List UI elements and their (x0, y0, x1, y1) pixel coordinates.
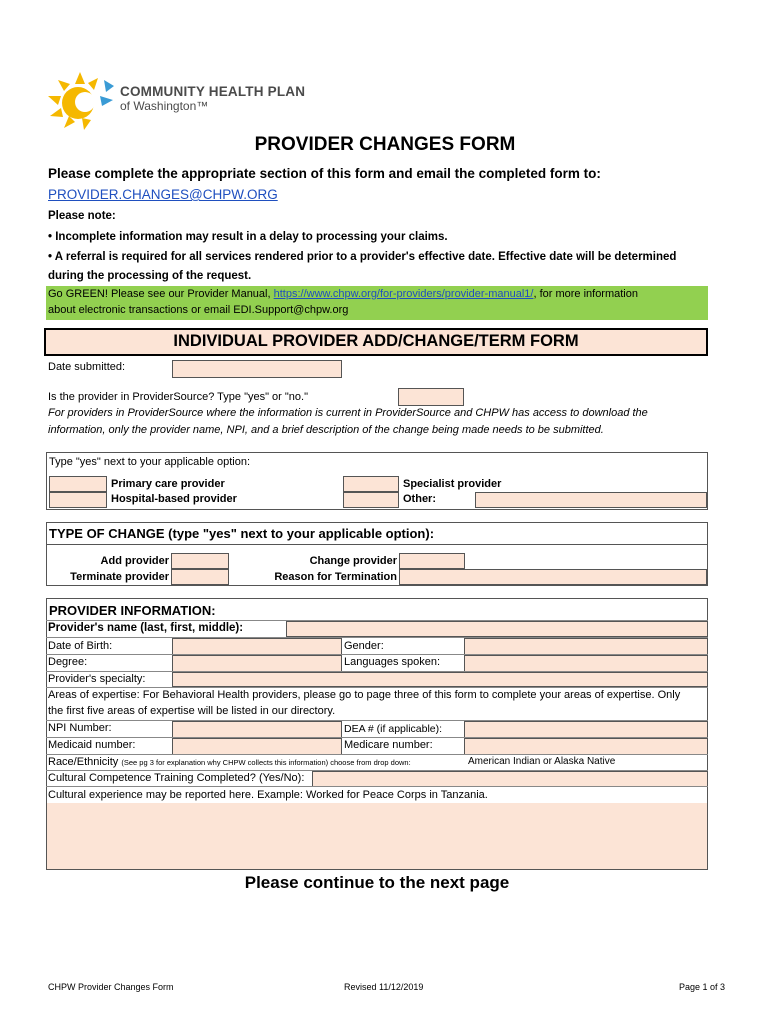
section-header (44, 328, 708, 356)
terminate-provider-field[interactable] (171, 569, 229, 585)
footer-right: Page 1 of 3 (679, 982, 726, 992)
race-note: (See pg 3 for explanation why CHPW collects this information) choose from drop down: (121, 758, 411, 767)
continue-note: Please continue to the next page (244, 873, 510, 892)
go-green-pre: Go GREEN! Please see our Provider Manual, (48, 288, 274, 300)
cultural-training-field[interactable] (312, 771, 708, 787)
degree-field[interactable] (172, 655, 342, 672)
bullet-1: • Incomplete information may result in a delay to processing your claims. (48, 231, 448, 243)
change-provider-field[interactable] (399, 553, 465, 569)
go-green-post: , for more information (533, 288, 638, 300)
npi-field[interactable] (172, 721, 342, 738)
type-of-change-heading: TYPE OF CHANGE (type "yes" next to your applicable option): (49, 526, 435, 541)
provider-manual-link[interactable]: https://www.chpw.org/for-providers/provider-manual1/ (273, 288, 534, 300)
reason-termination-label: Reason for Termination (274, 571, 397, 583)
instruction-text: Please complete the appropriate section of this form and email the completed form to: (48, 166, 601, 181)
bullet-2-text: A referral is required for all services rendered prior to a provider's effective date. Effective date will be determined (54, 251, 677, 263)
other-field[interactable] (343, 492, 399, 508)
bullet-1-text: Incomplete information may result in a delay to processing your claims. (55, 231, 448, 243)
reason-termination-field[interactable] (399, 569, 707, 585)
race-label (48, 756, 411, 768)
specialty-field[interactable] (172, 672, 708, 687)
terminate-provider-label: Terminate provider (70, 571, 169, 583)
specialist-label: Specialist provider (403, 478, 502, 490)
primary-care-field[interactable] (49, 476, 107, 492)
go-green-box (46, 286, 708, 320)
sun-logo-icon (44, 70, 116, 132)
primary-care-label: Primary care provider (111, 478, 225, 490)
gender-label: Gender: (344, 640, 384, 652)
race-dropdown[interactable]: American Indian or Alaska Native (468, 756, 616, 767)
note-label: Please note: (48, 210, 116, 222)
degree-label: Degree: (48, 656, 88, 668)
dea-field[interactable] (464, 721, 708, 738)
footer-left: CHPW Provider Changes Form (48, 982, 174, 992)
cultural-experience-label: Cultural experience may be reported here. Example: Worked for Peace Corps in Tanzania. (48, 789, 488, 801)
provider-name-field[interactable] (286, 621, 708, 637)
hospital-based-field[interactable] (49, 492, 107, 508)
providersource-field[interactable] (398, 388, 464, 406)
provider-name-label: Provider's name (last, first, middle): (48, 622, 244, 634)
specialist-field[interactable] (343, 476, 399, 492)
hospital-based-label: Hospital-based provider (111, 493, 237, 505)
specialty-label: Provider's specialty: (48, 673, 146, 685)
providersource-note-2: information, only the provider name, NPI, and a brief description of the change being made needs to be submitted. (48, 424, 604, 436)
provider-info-heading: PROVIDER INFORMATION: (49, 603, 216, 618)
providersource-note-1: For providers in ProviderSource where the information is current in ProviderSource and CHPW has access to download the (48, 407, 648, 419)
providersource-label: Is the provider in ProviderSource? Type "yes" or "no." (48, 391, 308, 403)
gender-field[interactable] (464, 638, 708, 655)
expertise-text-1: Areas of expertise: For Behavioral Health providers, please go to page three of this form to complete your areas of expertise. Only (48, 689, 681, 701)
chpw-logo (44, 70, 324, 130)
dob-label: Date of Birth: (48, 640, 113, 652)
expertise-text-2: the first five areas of expertise will be listed in our directory. (48, 705, 336, 717)
dob-field[interactable] (172, 638, 342, 655)
cultural-training-label: Cultural Competence Training Completed? (Yes/No): (48, 772, 305, 784)
dea-label: DEA # (if applicable): (344, 723, 443, 735)
date-submitted-label: Date submitted: (48, 361, 126, 373)
bullet-2-cont: during the processing of the request. (48, 270, 252, 282)
bullet-2: • A referral is required for all services rendered prior to a provider's effective date. Effective date will be determined (48, 251, 677, 263)
logo-line2: of Washington™ (120, 99, 209, 113)
change-provider-label: Change provider (309, 555, 397, 567)
other-label: Other: (403, 493, 436, 505)
page-title: PROVIDER CHANGES FORM (254, 134, 516, 155)
languages-label: Languages spoken: (344, 656, 441, 668)
go-green-line1 (48, 288, 638, 300)
type-of-change-box (46, 522, 708, 586)
other-text-field[interactable] (475, 492, 707, 508)
provider-type-box (46, 452, 708, 510)
email-link[interactable]: PROVIDER.CHANGES@CHPW.ORG (48, 187, 278, 202)
cultural-experience-field[interactable] (47, 803, 707, 869)
footer-center: Revised 11/12/2019 (344, 982, 424, 992)
date-submitted-field[interactable] (172, 360, 342, 378)
npi-label: NPI Number: (48, 722, 112, 734)
medicare-field[interactable] (464, 738, 708, 755)
medicaid-label: Medicaid number: (48, 739, 136, 751)
section-title: INDIVIDUAL PROVIDER ADD/CHANGE/TERM FORM (173, 332, 579, 350)
add-provider-label: Add provider (100, 555, 169, 567)
logo-line1: COMMUNITY HEALTH PLAN (120, 84, 306, 99)
languages-field[interactable] (464, 655, 708, 672)
add-provider-field[interactable] (171, 553, 229, 569)
go-green-line2: about electronic transactions or email EDI.Support@chpw.org (48, 304, 349, 316)
race-label-text: Race/Ethnicity (48, 756, 119, 768)
medicare-label: Medicare number: (344, 739, 433, 751)
medicaid-field[interactable] (172, 738, 342, 755)
provider-type-heading: Type "yes" next to your applicable option: (49, 456, 251, 468)
